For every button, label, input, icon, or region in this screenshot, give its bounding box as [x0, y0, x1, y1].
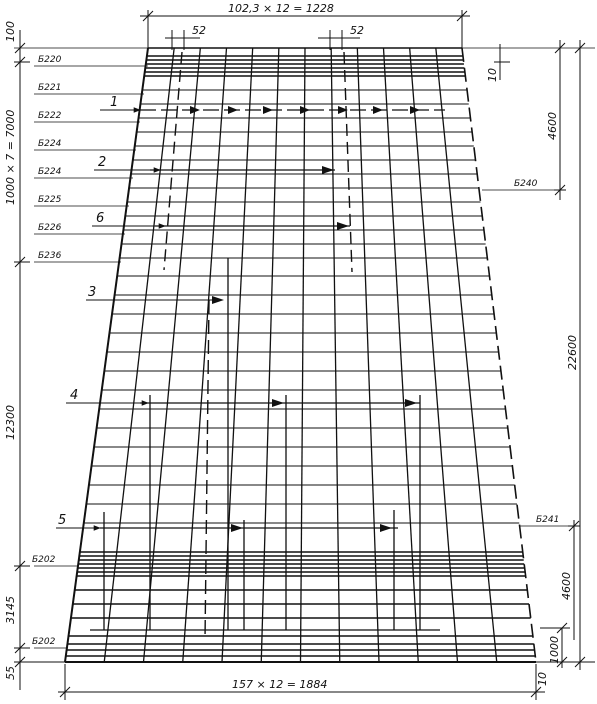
- label-b221: Б221: [38, 83, 62, 93]
- horizontal-bars: [66, 56, 535, 656]
- callout-3: 3: [88, 285, 97, 300]
- label-b222: Б222: [38, 111, 62, 121]
- dim-top-width: 102,3 × 12 = 1228: [228, 2, 334, 15]
- vertical-bar: [104, 48, 174, 662]
- dim-middle-height: 12300: [4, 405, 17, 440]
- dim-bottom-offset: 55: [4, 666, 17, 680]
- label-b241: Б241: [536, 515, 560, 525]
- dim-right-top: 4600: [546, 112, 559, 140]
- right-bar-labels: [482, 190, 574, 526]
- dim-lower-height: 3145: [4, 596, 17, 624]
- vertical-bar: [436, 48, 497, 662]
- vertical-bar: [261, 48, 279, 662]
- left-dimension-line: [14, 30, 150, 690]
- callout-leaders: [56, 110, 220, 528]
- vertical-bar: [222, 48, 253, 662]
- vertical-bar: [410, 48, 458, 662]
- dim-gap-bottom: 10: [536, 672, 549, 686]
- label-b202a: Б202: [32, 555, 56, 565]
- callout-2: 2: [98, 155, 107, 170]
- label-b224b: Б224: [38, 167, 62, 177]
- left-bar-labels: [32, 55, 62, 647]
- dim-top-offset: 100: [4, 21, 17, 42]
- top-dimension-line: [140, 10, 470, 50]
- dim-right-bottom: 4600: [560, 572, 573, 600]
- vertical-bar: [183, 48, 227, 662]
- label-b202b: Б202: [32, 637, 56, 647]
- label-b236: Б236: [38, 251, 62, 261]
- callout-numbers: [58, 95, 118, 528]
- vertical-bar: [357, 48, 379, 662]
- label-b220: Б220: [38, 55, 62, 65]
- label-b225: Б225: [38, 195, 62, 205]
- callout-1: 1: [110, 95, 119, 110]
- dim-right-1000: 1000: [548, 636, 561, 664]
- dim-spacing-right: 52: [350, 24, 364, 37]
- vertical-bar: [301, 48, 306, 662]
- dim-spacing-left: 52: [192, 24, 206, 37]
- callout-5: 5: [58, 513, 67, 528]
- label-b226: Б226: [38, 223, 62, 233]
- dim-upper-height: 1000 × 7 = 7000: [4, 109, 17, 205]
- vertical-bar: [331, 48, 340, 662]
- cage-outline: [65, 48, 536, 662]
- label-b240: Б240: [514, 179, 538, 189]
- vertical-bar: [144, 48, 201, 662]
- callout-6: 6: [96, 211, 105, 226]
- dim-gap-top: 10: [486, 68, 499, 82]
- vertical-bar: [384, 48, 419, 662]
- dim-overall-height: 22600: [566, 335, 579, 370]
- dim-bottom-width: 157 × 12 = 1884: [232, 678, 328, 691]
- label-b224a: Б224: [38, 139, 62, 149]
- vertical-bars: [104, 48, 497, 662]
- callout-4: 4: [70, 388, 79, 403]
